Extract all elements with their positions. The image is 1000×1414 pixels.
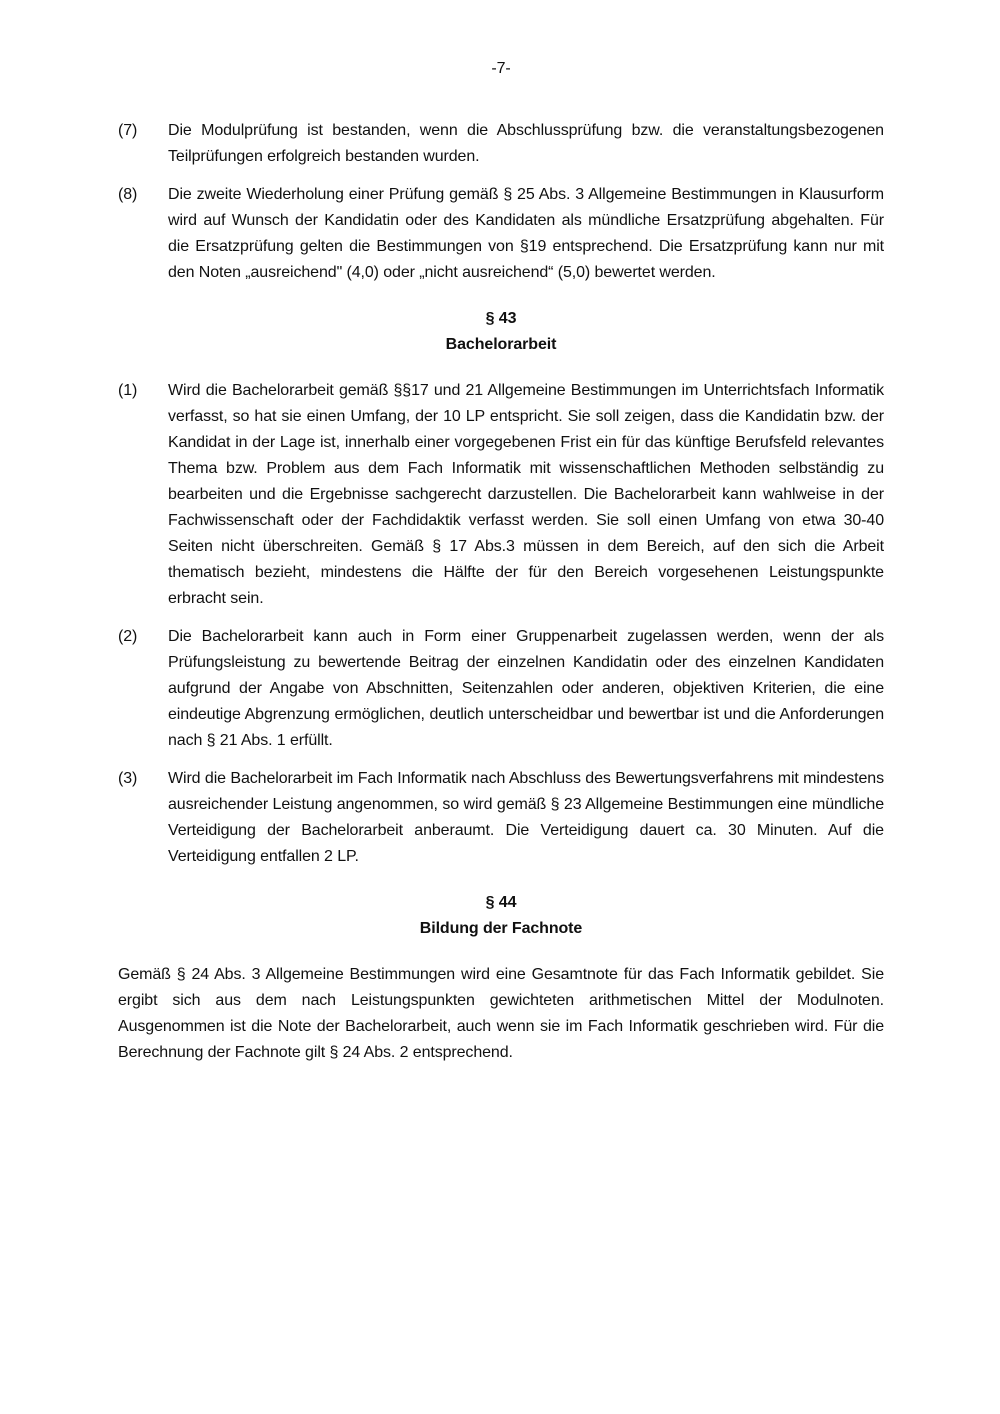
paragraph-8-text: Die zweite Wiederholung einer Prüfung gemäß § 25 Abs. 3 Allgemeine Bestimmungen in Klausurform wird auf Wunsch der Kandidatin oder des Kandidaten als mündliche Ersatzprüfung abgehalten. Für die Ersatzprüfung gelten die Bestimmungen von §19 entsprechend. Die Ersatzprüfung kann nur mit den Noten „ausreichend" (4,0) oder „nicht ausreichend“ (5,0) bewertet werden. (168, 186, 884, 281)
section-43-paragraph-1 (118, 378, 884, 612)
page-number: -7- (491, 60, 511, 77)
section-44-heading (118, 890, 884, 942)
paragraph-8-number: (8) (118, 186, 138, 203)
section-44-body: Gemäß § 24 Abs. 3 Allgemeine Bestimmungen wird eine Gesamtnote für das Fach Informatik gebildet. Sie ergibt sich aus dem nach Leistungspunkten gewichteten arithmetischen Mittel der Modulnoten. Ausgenommen ist die Note der Bachelorarbeit, auch wenn sie im Fach Informatik geschrieben wird. Für die Berechnung der Fachnote gilt § 24 Abs. 2 entsprechend. (118, 966, 884, 1061)
section-43-paragraph-3-number: (3) (118, 770, 138, 787)
section-43-paragraph-2 (118, 624, 884, 754)
paragraph-7 (118, 118, 884, 170)
paragraph-7-number: (7) (118, 122, 138, 139)
paragraph-8 (118, 182, 884, 286)
section-43-paragraph-3-text: Wird die Bachelorarbeit im Fach Informatik nach Abschluss des Bewertungsverfahrens mit mindestens ausreichender Leistung angenommen, so wird gemäß § 23 Allgemeine Bestimmungen eine mündliche Verteidigung der Bachelorarbeit anberaumt. Die Verteidigung dauert ca. 30 Minuten. Auf die Verteidigung entfallen 2 LP. (168, 770, 884, 865)
section-43-paragraph-1-text: Wird die Bachelorarbeit gemäß §§17 und 21 Allgemeine Bestimmungen im Unterrichtsfach Informatik verfasst, so hat sie einen Umfang, der 10 LP entspricht. Sie soll zeigen, dass die Kandidatin bzw. der Kandidat in der Lage ist, innerhalb einer vorgegebenen Frist ein für das künftige Berufsfeld relevantes Thema bzw. Problem aus dem Fach Informatik mit wissenschaftlichen Methoden selbständig zu bearbeiten und die Ergebnisse sachgerecht darzustellen. Die Bachelorarbeit kann wahlweise in der Fachwissenschaft oder der Fachdidaktik verfasst werden. Sie soll einen Umfang von etwa 30-40 Seiten nicht überschreiten. Gemäß § 17 Abs.3 müssen in dem Bereich, auf den sich die Arbeit thematisch bezieht, mindestens die Hälfte der für den Bereich vorgesehenen Leistungspunkte erbracht sein. (168, 382, 884, 607)
section-43-title: Bachelorarbeit (445, 336, 557, 353)
section-44-title: Bildung der Fachnote (419, 920, 583, 937)
paragraph-7-text: Die Modulprüfung ist bestanden, wenn die Abschlussprüfung bzw. die veranstaltungsbezogenen Teilprüfungen erfolgreich bestanden wurden. (168, 122, 884, 165)
section-43-number: § 43 (485, 310, 517, 327)
section-43-heading (118, 306, 884, 358)
section-43-paragraph-2-text: Die Bachelorarbeit kann auch in Form einer Gruppenarbeit zugelassen werden, wenn der als Prüfungsleistung zu bewertende Beitrag der einzelnen Kandidatin oder des einzelnen Kandidaten aufgrund der Angabe von Abschnitten, Seitenzahlen oder anderen, objektiven Kriterien, die eine eindeutige Abgrenzung ermöglichen, deutlich unterscheidbar und bewertbar ist und die Anforderungen nach § 21 Abs. 1 erfüllt. (168, 628, 884, 749)
section-43-paragraph-1-number: (1) (118, 382, 138, 399)
section-43-paragraph-3 (118, 766, 884, 870)
section-43-paragraph-2-number: (2) (118, 628, 138, 645)
section-44-number: § 44 (485, 894, 517, 911)
